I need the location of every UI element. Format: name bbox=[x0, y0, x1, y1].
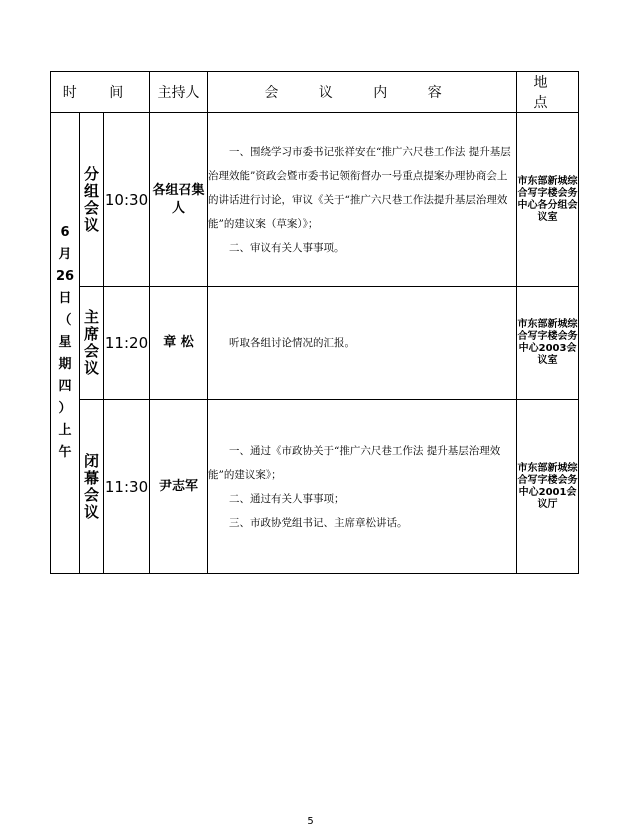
meeting-time: 11:20 bbox=[104, 287, 150, 400]
type-char: 会 bbox=[83, 485, 99, 504]
type-char: 席 bbox=[83, 325, 99, 343]
type-char: 议 bbox=[83, 502, 99, 521]
type-char: 议 bbox=[83, 215, 99, 234]
meeting-type-cell bbox=[80, 287, 104, 400]
date-char: （ bbox=[58, 313, 72, 328]
meeting-time: 10:30 bbox=[104, 113, 150, 287]
meeting-place: 市东部新城综合写字楼会务中心2003会议室 bbox=[517, 287, 579, 400]
type-char: 闭 bbox=[83, 451, 99, 470]
meeting-type-cell bbox=[80, 113, 104, 287]
date-char: 月 bbox=[58, 247, 72, 262]
date-char: 期 bbox=[58, 357, 72, 372]
type-char: 幕 bbox=[83, 468, 99, 487]
meeting-content bbox=[208, 287, 517, 400]
table-row bbox=[51, 287, 579, 400]
date-cell bbox=[51, 113, 80, 574]
type-char: 议 bbox=[83, 359, 99, 377]
date-char: 6 bbox=[60, 225, 70, 240]
date-char: ） bbox=[58, 401, 72, 416]
meeting-host: 章 松 bbox=[150, 287, 208, 400]
date-char: 上 bbox=[58, 423, 72, 438]
date-char: 26 bbox=[55, 269, 75, 284]
content-item: 听取各组讨论情况的汇报。 bbox=[229, 337, 356, 349]
type-char: 主 bbox=[83, 308, 99, 326]
date-char: 午 bbox=[58, 445, 72, 460]
date-char: 四 bbox=[58, 379, 72, 394]
type-char: 会 bbox=[83, 198, 99, 217]
header-host: 主持人 bbox=[150, 72, 208, 113]
type-char: 分 bbox=[83, 164, 99, 183]
meeting-content bbox=[208, 113, 517, 287]
header-time: 时 间 bbox=[51, 72, 150, 113]
type-char: 会 bbox=[83, 342, 99, 360]
page-number: 5 bbox=[307, 816, 314, 827]
content-item: 二、通过有关人事事项； bbox=[229, 492, 345, 505]
meeting-place: 市东部新城综合写字楼会务中心2001会议厅 bbox=[517, 400, 579, 574]
meeting-place: 市东部新城综合写字楼会务中心各分组会议室 bbox=[517, 113, 579, 287]
content-item: 二、审议有关人事事项。 bbox=[229, 241, 345, 254]
meeting-host: 各组召集人 bbox=[150, 113, 208, 287]
meeting-time: 11:30 bbox=[104, 400, 150, 574]
header-content: 会 议 内 容 bbox=[208, 72, 517, 113]
table-row bbox=[51, 113, 579, 287]
header-place: 地 点 bbox=[517, 72, 579, 113]
date-char: 日 bbox=[58, 291, 72, 306]
meeting-schedule-table bbox=[50, 71, 579, 574]
date-char: 星 bbox=[58, 335, 72, 350]
table-row bbox=[51, 400, 579, 574]
header-row bbox=[51, 72, 579, 113]
type-char: 组 bbox=[83, 181, 99, 200]
content-item: 一、通过《市政协关于“推广六尺巷工作法 提升基层治理效能”的建议案》； bbox=[208, 444, 501, 481]
meeting-type-cell bbox=[80, 400, 104, 574]
meeting-host: 尹志军 bbox=[150, 400, 208, 574]
content-item: 一、围绕学习市委书记张祥安在“推广六尺巷工作法 提升基层治理效能”资政会暨市委书记领衔督办一号重点提案办理协商会上的讲话进行讨论，审议《关于“推广六尺巷工作法提升基层治理效能”的建议案（草案）》； bbox=[208, 145, 511, 230]
content-item: 三、市政协党组书记、主席章松讲话。 bbox=[229, 516, 408, 529]
meeting-content bbox=[208, 400, 517, 574]
